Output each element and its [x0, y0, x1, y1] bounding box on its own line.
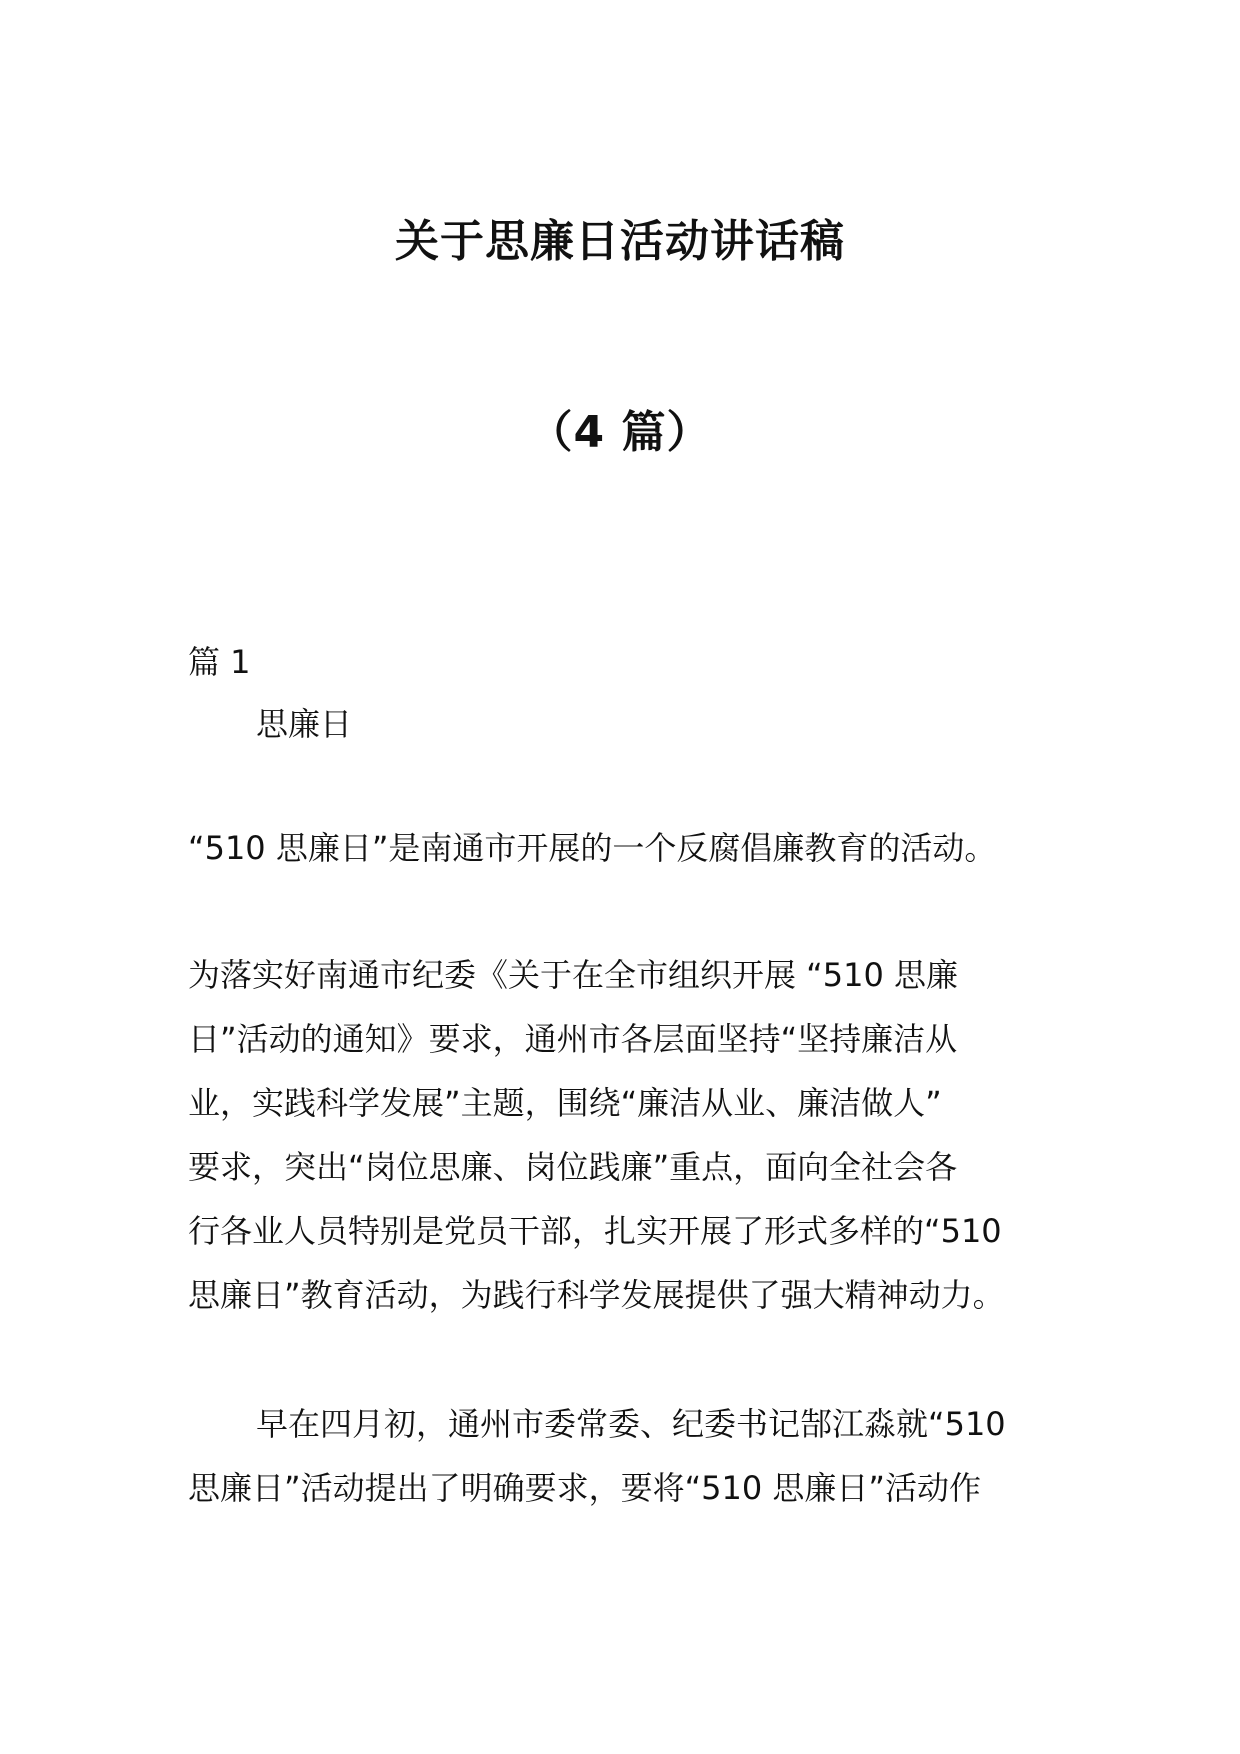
- paragraph-2-line: 思廉日”教育活动，为践行科学发展提供了强大精神动力。: [188, 1276, 1005, 1314]
- paragraph-2-line: 为落实好南通市纪委《关于在全市组织开展 “510 思廉: [188, 956, 959, 994]
- paragraph-2-line: 要求，突出“岗位思廉、岗位践廉”重点，面向全社会各: [188, 1148, 958, 1186]
- paragraph-2-line: 行各业人员特别是党员干部，扎实开展了形式多样的“510: [188, 1212, 1002, 1250]
- section-label: 篇 1: [188, 643, 251, 681]
- paragraph-1: “510 思廉日”是南通市开展的一个反腐倡廉教育的活动。: [188, 829, 997, 867]
- section-heading: 思廉日: [256, 705, 353, 743]
- paragraph-2-line: 业，实践科学发展”主题，围绕“廉洁从业、廉洁做人”: [188, 1084, 942, 1122]
- paragraph-3-line: 早在四月初，通州市委常委、纪委书记郜江淼就“510: [256, 1405, 1006, 1443]
- paragraph-2-line: 日”活动的通知》要求，通州市各层面坚持“坚持廉洁从: [188, 1020, 958, 1058]
- paragraph-3-line: 思廉日”活动提出了明确要求，要将“510 思廉日”活动作: [188, 1469, 981, 1507]
- document-title: 关于思廉日活动讲话稿: [395, 216, 845, 267]
- document-subtitle: （4 篇）: [528, 407, 712, 458]
